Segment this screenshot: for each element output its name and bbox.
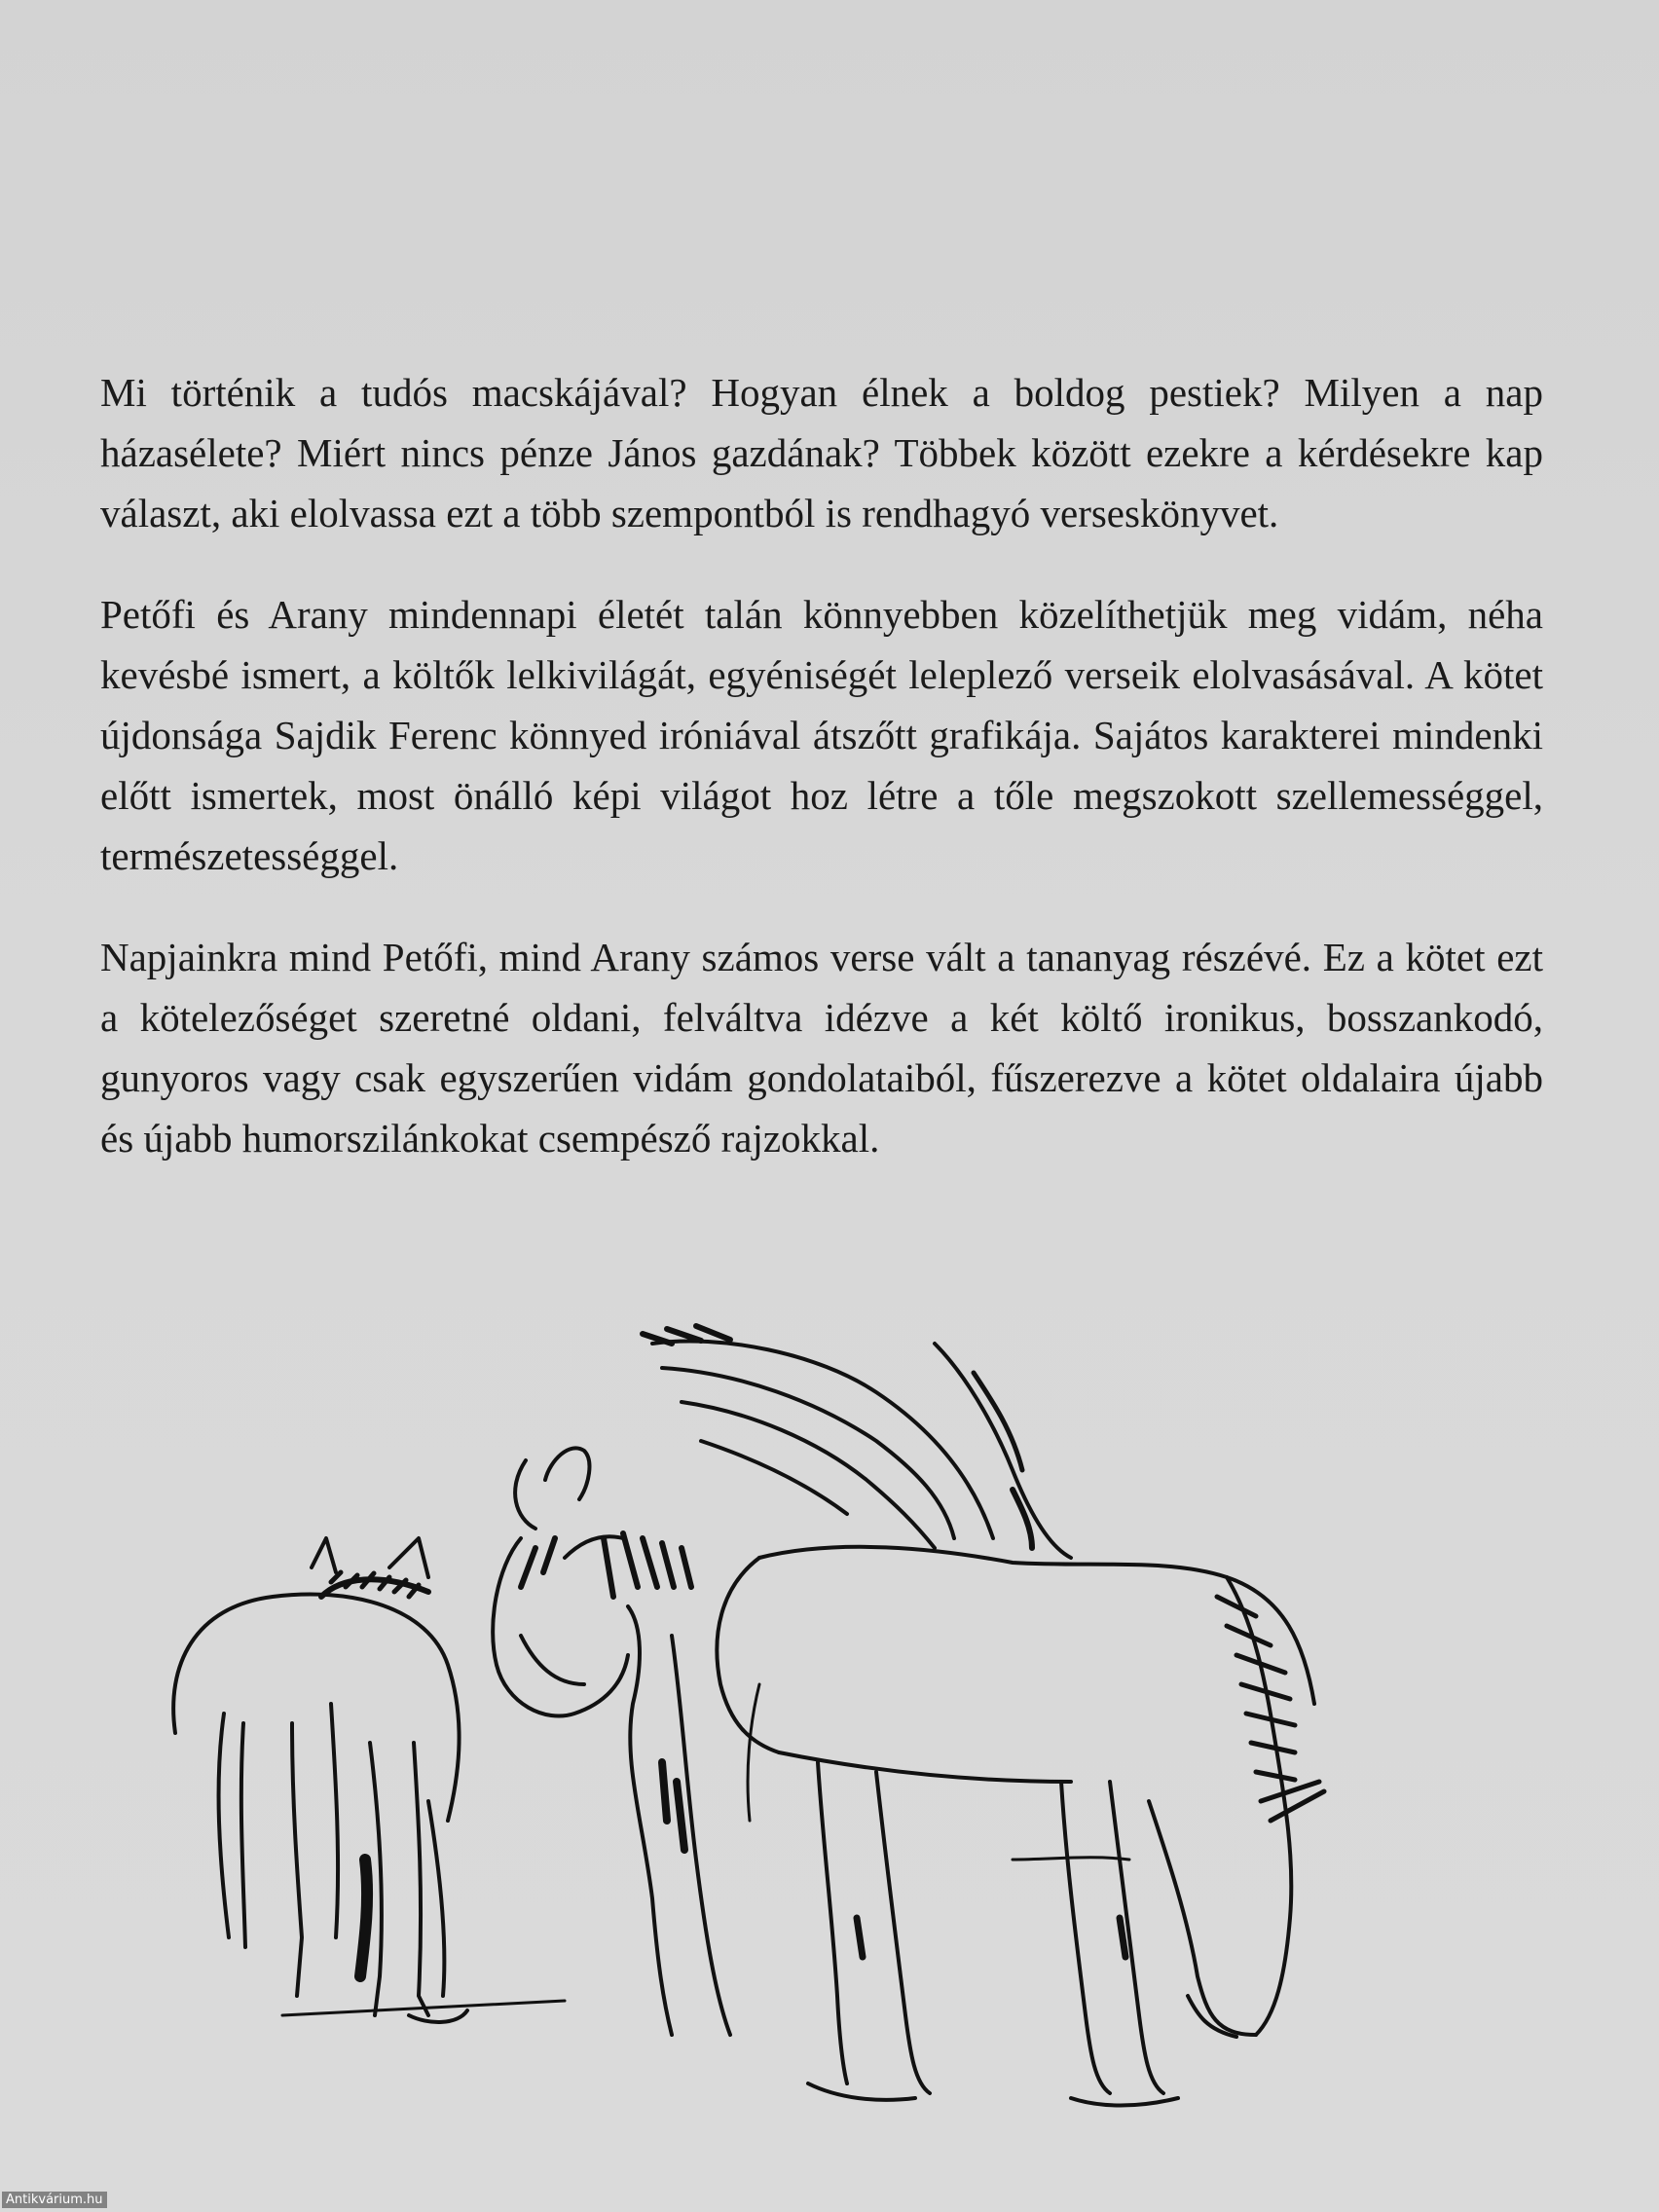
- horses-illustration: [136, 1314, 1587, 2191]
- middle-horse-sketch: [493, 1448, 730, 2035]
- watermark-text: Antikvárium.hu: [2, 2192, 107, 2208]
- blurb-text: [100, 362, 1543, 1209]
- blurb-paragraph-3: Napjainkra mind Petőfi, mind Arany számos verse vált a tananyag részévé. Ez a kötet ezt a kötelezőséget szeretné oldani, felváltva idézve a két költő ironikus, bosszankodó, gunyoros vagy csak egyszerűen vidám gondolataiból, fűszerezve a kötet oldalaira újabb és újabb humorszilánkokat csempésző rajzokkal.: [100, 935, 1543, 1161]
- blurb-paragraph-1: Mi történik a tudós macskájával? Hogyan élnek a boldog pestiek? Milyen a nap házasélete? Miért nincs pénze János gazdának? Többek között ezekre a kérdésekre kap választ, aki elolvassa ezt a több szempontból is rendhagyó verseskönyvet.: [100, 370, 1543, 535]
- winged-horse-sketch: [643, 1326, 1324, 2106]
- left-horse-sketch: [173, 1538, 565, 2022]
- blurb-paragraph-2: Petőfi és Arany mindennapi életét talán könnyebben közelíthetjük meg vidám, néha kevésbé ismert, a költők lelkivilágát, egyéniségét leleplező verseik elolvasásával. A kötet újdonsága Sajdik Ferenc könnyed iróniával átszőtt grafikája. Sajátos karakterei mindenki előtt ismertek, most önálló képi világot hoz létre a tőle megszokott szellemességgel, természetességgel.: [100, 592, 1543, 878]
